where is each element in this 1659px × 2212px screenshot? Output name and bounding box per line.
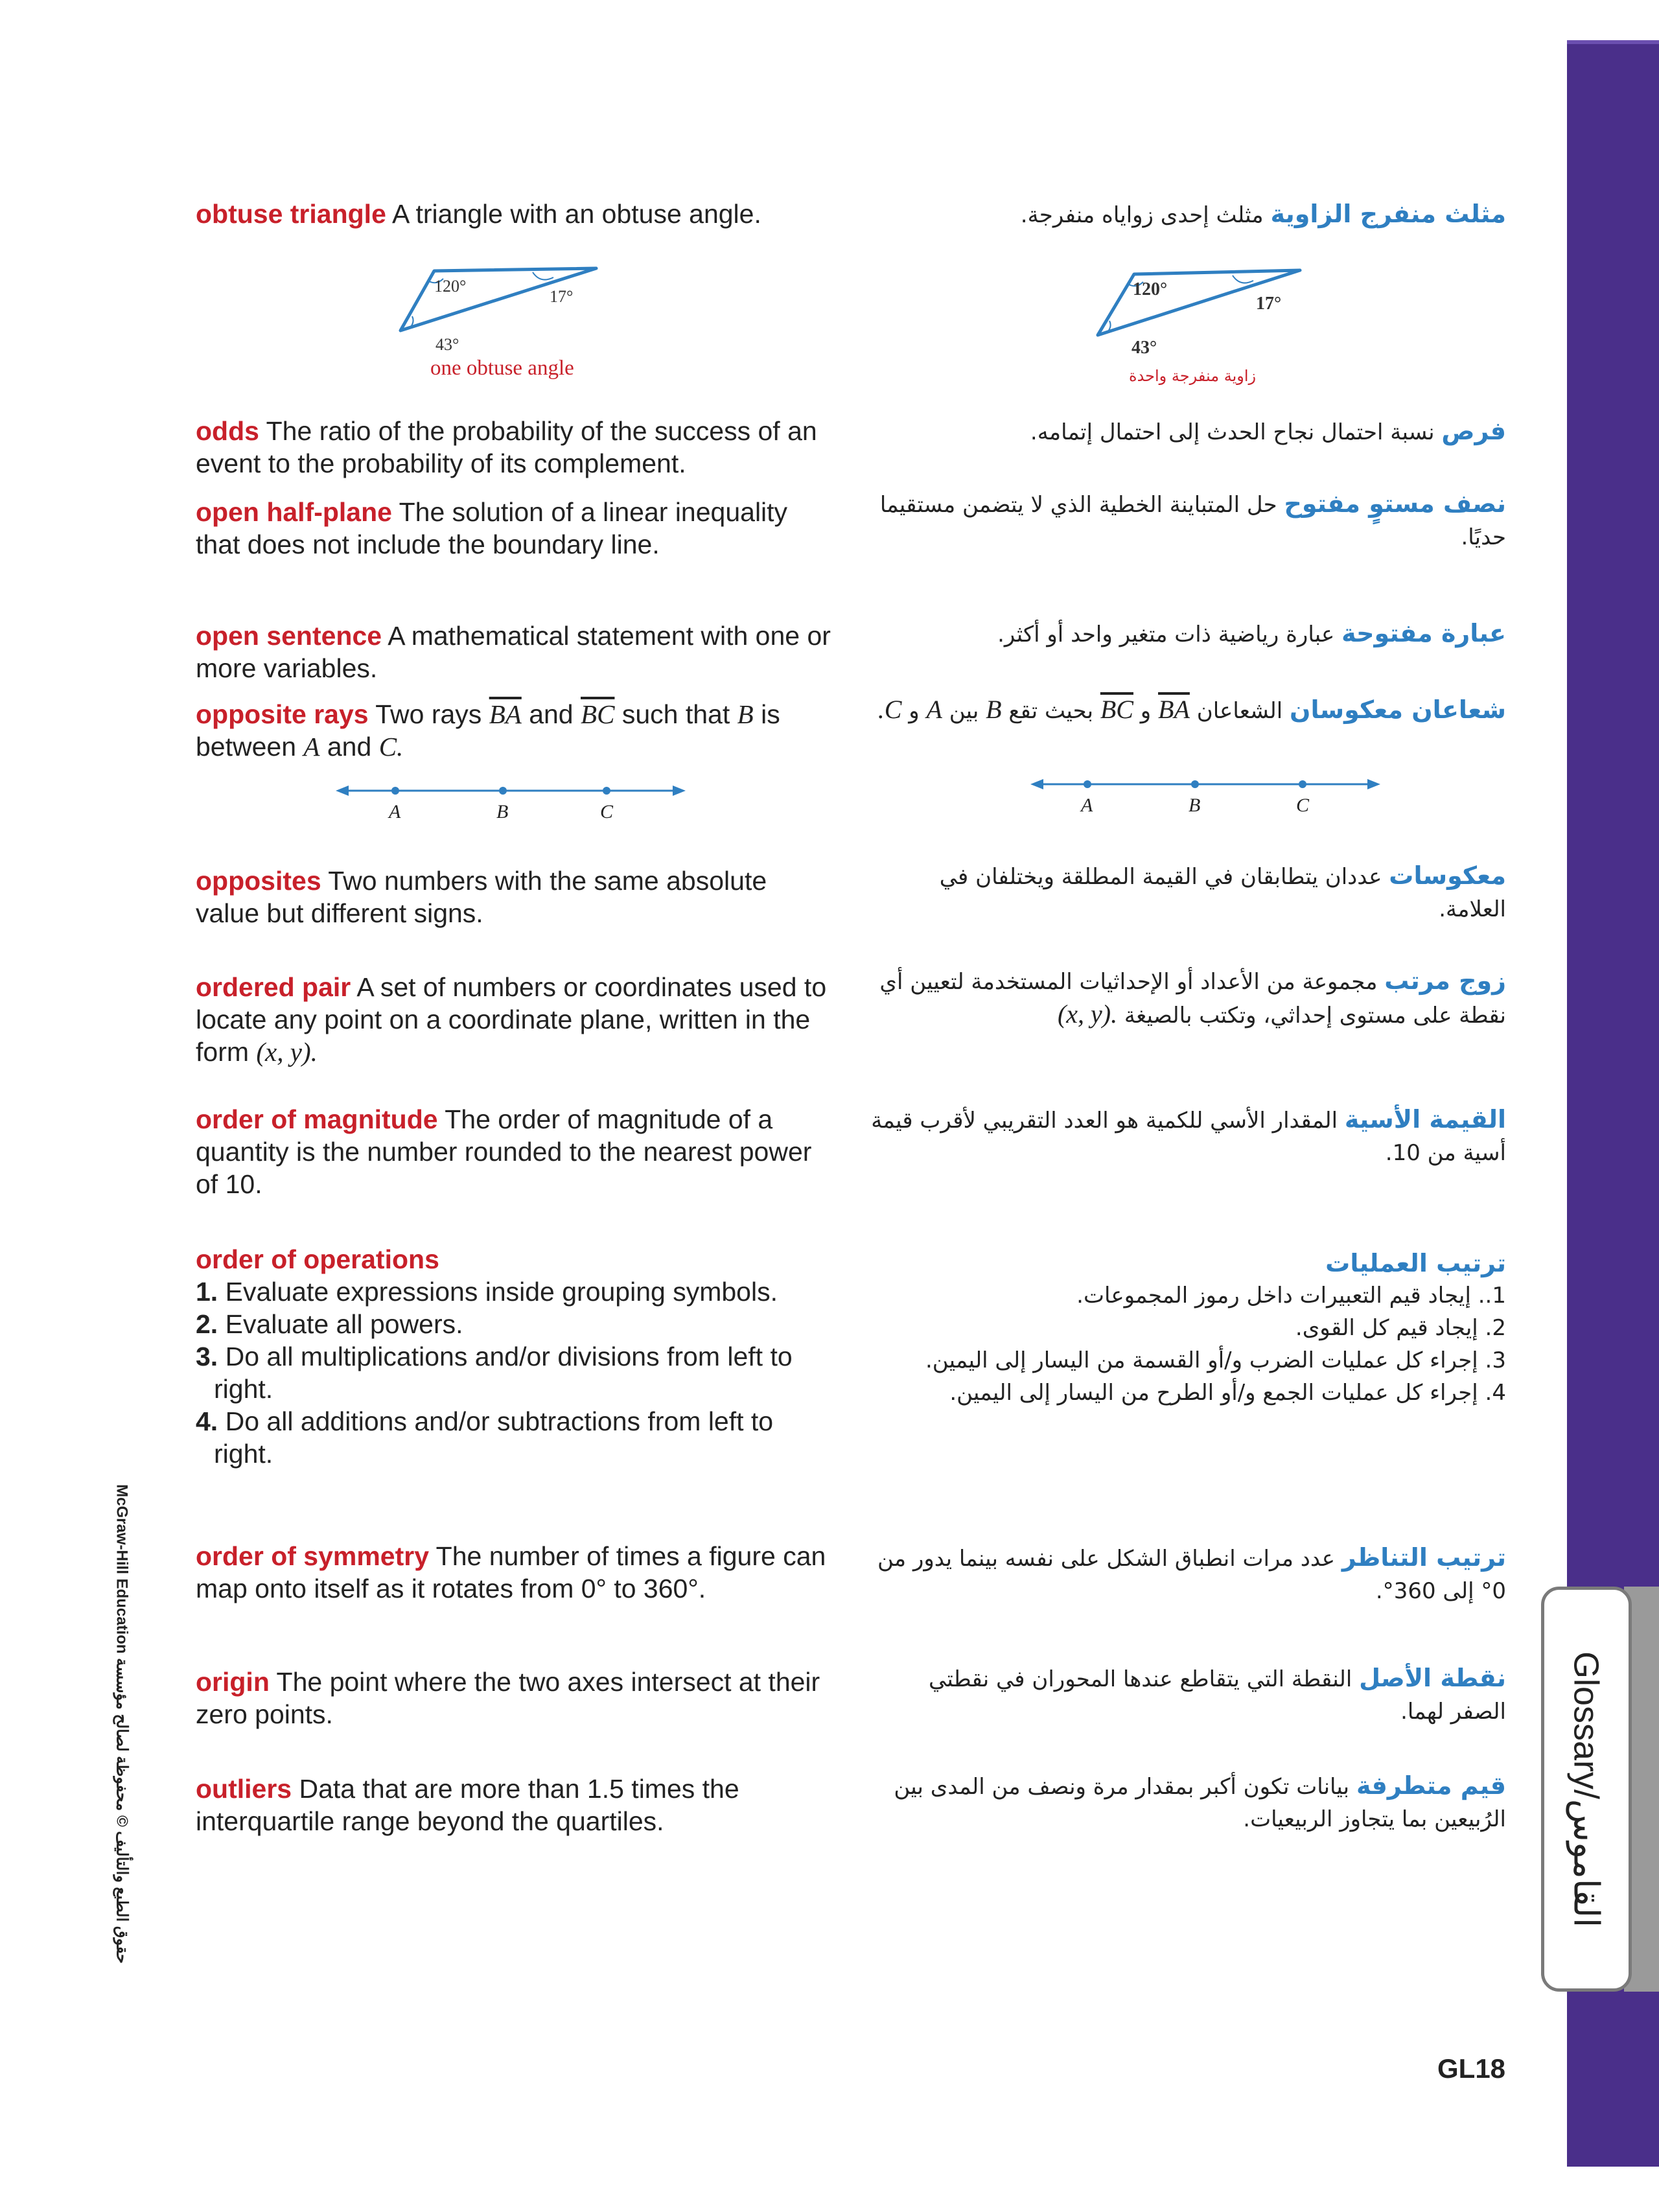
term: قيم متطرفة xyxy=(1356,1771,1506,1800)
definition: The point where the two axes intersect at their zero points. xyxy=(196,1667,820,1729)
form: (x, y). xyxy=(256,1037,318,1067)
term: ترتيب العمليات xyxy=(1325,1249,1506,1277)
obtuse-triangle-figure-en xyxy=(389,259,609,359)
step-number: 3. xyxy=(196,1342,218,1371)
ray-bc: BC xyxy=(1100,695,1133,724)
definition: النقطة التي يتقاطع عندها المحوران في نقطتي الصفر لهما. xyxy=(929,1666,1506,1725)
page-number: GL18 xyxy=(1437,2053,1506,2084)
definition-part: الشعاعان xyxy=(1196,698,1283,724)
entry-open-half-plane-en xyxy=(196,496,831,561)
definition: مجموعة من الأعداد أو الإحداثيات المستخدمة لتعيين أي نقطة على مستوى إحداثي، وتكتب بالصيغة xyxy=(879,969,1506,1029)
variable-c: C. xyxy=(378,732,404,762)
step-number: 4. xyxy=(196,1406,218,1436)
list-item xyxy=(196,1340,831,1405)
entry-opposites-en xyxy=(196,865,831,929)
term: القيمة الأسية xyxy=(1344,1105,1506,1134)
step-number: 1. xyxy=(196,1277,218,1307)
entry-order-of-magnitude-ar xyxy=(871,1103,1506,1169)
definition: A triangle with an obtuse angle. xyxy=(392,199,761,229)
variable-b: B xyxy=(737,699,754,729)
definition: The order of magnitude of a quantity is the number rounded to the nearest power of 10. xyxy=(196,1104,812,1199)
entry-outliers-en xyxy=(196,1773,831,1837)
entry-odds-en xyxy=(196,415,831,480)
point-label-c: C xyxy=(600,801,614,822)
definition-part: Two rays xyxy=(375,699,482,729)
term: obtuse triangle xyxy=(196,199,386,229)
variable-a: A xyxy=(926,695,942,724)
copyright-text: McGraw-Hill Education حقوق الطبع والتأليف © محفوظة لصالح مؤسسة xyxy=(113,1484,131,1964)
term: فرص xyxy=(1441,417,1506,445)
angle-label-c: 43° xyxy=(435,335,459,354)
definition: نسبة احتمال نجاح الحدث إلى احتمال إتمامه. xyxy=(1030,419,1435,445)
figure-caption-en: one obtuse angle xyxy=(430,356,574,380)
step-text: Do all additions and/or subtractions from left to right. xyxy=(214,1406,774,1469)
list-item xyxy=(196,1275,831,1308)
entry-order-of-operations-en xyxy=(196,1243,831,1470)
entry-opposite-rays-en xyxy=(196,698,831,763)
term: عبارة مفتوحة xyxy=(1341,619,1506,647)
list-item xyxy=(196,1405,831,1470)
term: opposite rays xyxy=(196,699,369,729)
point-label-a: A xyxy=(1081,795,1093,816)
ray-bc: $\overline{BC}$ xyxy=(581,699,615,729)
term: outliers xyxy=(196,1774,292,1804)
term: شعاعان معكوسان xyxy=(1290,695,1506,724)
term: نقطة الأصل xyxy=(1359,1664,1506,1692)
definition-part: is between xyxy=(196,699,780,762)
entry-outliers-ar xyxy=(871,1769,1506,1835)
angle-label-a: 120° xyxy=(1133,279,1168,299)
entry-opposites-ar xyxy=(871,859,1506,926)
entry-obtuse-triangle-en xyxy=(196,198,831,230)
definition: عدد مرات انطباق الشكل على نفسه بينما يدور من 0° إلى 360°. xyxy=(877,1546,1506,1604)
form: .(x, y) xyxy=(1057,999,1118,1029)
definition: The solution of a linear inequality that does not include the boundary line. xyxy=(196,497,788,559)
definition: حل المتباينة الخطية الذي لا يتضمن مستقيما حديًا. xyxy=(879,492,1506,550)
point-label-a: A xyxy=(389,801,401,822)
entry-origin-ar xyxy=(871,1662,1506,1728)
entry-order-of-symmetry-ar xyxy=(871,1541,1506,1607)
entry-ordered-pair-ar xyxy=(871,964,1506,1032)
term: زوج مرتب xyxy=(1384,966,1506,995)
definition: مثلث إحدى زواياه منفرجة. xyxy=(1020,202,1264,228)
opposite-rays-figure-en xyxy=(336,775,686,830)
ray-ba: BA xyxy=(1158,695,1190,724)
term: opposites xyxy=(196,866,321,896)
definition-part: و xyxy=(1140,698,1152,724)
glossary-tab[interactable] xyxy=(1541,1587,1632,1992)
term: order of operations xyxy=(196,1244,439,1274)
term: ترتيب التناظر xyxy=(1341,1543,1506,1572)
angle-label-b: 17° xyxy=(550,287,574,306)
steps-list xyxy=(196,1275,831,1470)
entry-ordered-pair-en xyxy=(196,971,831,1068)
definition: Data that are more than 1.5 times the interquartile range beyond the quartiles. xyxy=(196,1774,739,1836)
point-label-b: B xyxy=(496,801,509,822)
term: مثلث منفرج الزاوية xyxy=(1270,200,1506,228)
step-number: 2. xyxy=(196,1309,218,1339)
step-text: Evaluate all powers. xyxy=(225,1309,463,1339)
entry-open-sentence-en xyxy=(196,620,831,684)
entry-order-of-magnitude-en xyxy=(196,1103,831,1200)
angle-label-c: 43° xyxy=(1131,338,1157,358)
entry-order-of-symmetry-en xyxy=(196,1540,831,1605)
definition-part: such that xyxy=(621,699,730,729)
definition-part: و xyxy=(909,698,920,724)
variable-b: B xyxy=(986,695,1002,724)
definition: The ratio of the probability of the success of an event to the probability of its complement. xyxy=(196,416,817,478)
list-item: 2. إيجاد قيم كل القوى. xyxy=(1295,1315,1506,1341)
definition: The number of times a figure can map onto itself as it rotates from 0° to 360°. xyxy=(196,1541,826,1603)
entry-odds-ar xyxy=(871,415,1506,448)
definition: بيانات تكون أكبر بمقدار مرة ونصف من المدى بين الرُبيعين بما يتجاوز الربيعيات. xyxy=(894,1774,1506,1832)
opposite-rays-figure-ar xyxy=(1030,769,1380,823)
list-item: 4. إجراء كل عمليات الجمع و/أو الطرح من اليسار إلى اليمين. xyxy=(949,1380,1506,1406)
obtuse-triangle-figure-ar xyxy=(1089,262,1309,362)
term: open sentence xyxy=(196,621,382,651)
definition-part: and xyxy=(529,699,574,729)
angle-label-b: 17° xyxy=(1256,294,1282,314)
definition: Two numbers with the same absolute value but different signs. xyxy=(196,866,767,928)
entry-order-of-operations-ar xyxy=(871,1247,1506,1409)
variable-a: A xyxy=(303,732,320,762)
definition-part: بين xyxy=(949,698,979,724)
entry-obtuse-triangle-ar xyxy=(871,198,1506,231)
point-label-b: B xyxy=(1189,795,1201,816)
entry-opposite-rays-ar xyxy=(871,693,1506,727)
entry-open-sentence-ar xyxy=(871,617,1506,651)
definition: A set of numbers or coordinates used to locate any point on a coordinate plane, written in the form xyxy=(196,972,827,1067)
term: order of symmetry xyxy=(196,1541,430,1571)
figure-caption-ar: زاوية منفرجة واحدة xyxy=(1129,367,1257,385)
term: odds xyxy=(196,416,259,446)
step-text: Do all multiplications and/or divisions from left to right. xyxy=(214,1342,793,1404)
steps-list xyxy=(871,1279,1506,1409)
term: order of magnitude xyxy=(196,1104,438,1134)
definition-part: بحيث تقع xyxy=(1008,698,1094,724)
entry-open-half-plane-ar xyxy=(871,487,1506,553)
point-label-c: C xyxy=(1296,795,1310,816)
term: origin xyxy=(196,1667,270,1697)
term: open half-plane xyxy=(196,497,392,527)
step-text: Evaluate expressions inside grouping symbols. xyxy=(225,1277,778,1307)
list-item xyxy=(196,1308,831,1340)
term: معكوسات xyxy=(1389,861,1506,890)
term: ordered pair xyxy=(196,972,351,1002)
entry-origin-en xyxy=(196,1666,831,1730)
glossary-tab-label: Glossary/القاموس xyxy=(1566,1651,1606,1927)
variable-c: C. xyxy=(877,695,902,724)
definition: المقدار الأسي للكمية هو العدد التقريبي لأقرب قيمة أسية من 10. xyxy=(871,1108,1506,1166)
list-item: 1.. إيجاد قيم التعبيرات داخل رموز المجموعات. xyxy=(1076,1283,1506,1309)
definition: A mathematical statement with one or more variables. xyxy=(196,621,831,683)
copyright-credit xyxy=(109,1484,135,1964)
definition-part: and xyxy=(327,732,372,762)
ray-ba: $\overline{BA}$ xyxy=(489,699,522,729)
angle-label-a: 120° xyxy=(434,277,467,296)
list-item: 3. إجراء كل عمليات الضرب و/أو القسمة من اليسار إلى اليمين. xyxy=(925,1347,1506,1373)
definition: عددان يتطابقان في القيمة المطلقة ويختلفان في العلامة. xyxy=(939,864,1506,922)
definition: عبارة رياضية ذات متغير واحد أو أكثر. xyxy=(997,622,1335,647)
term: نصف مستوٍ مفتوح xyxy=(1284,489,1506,518)
